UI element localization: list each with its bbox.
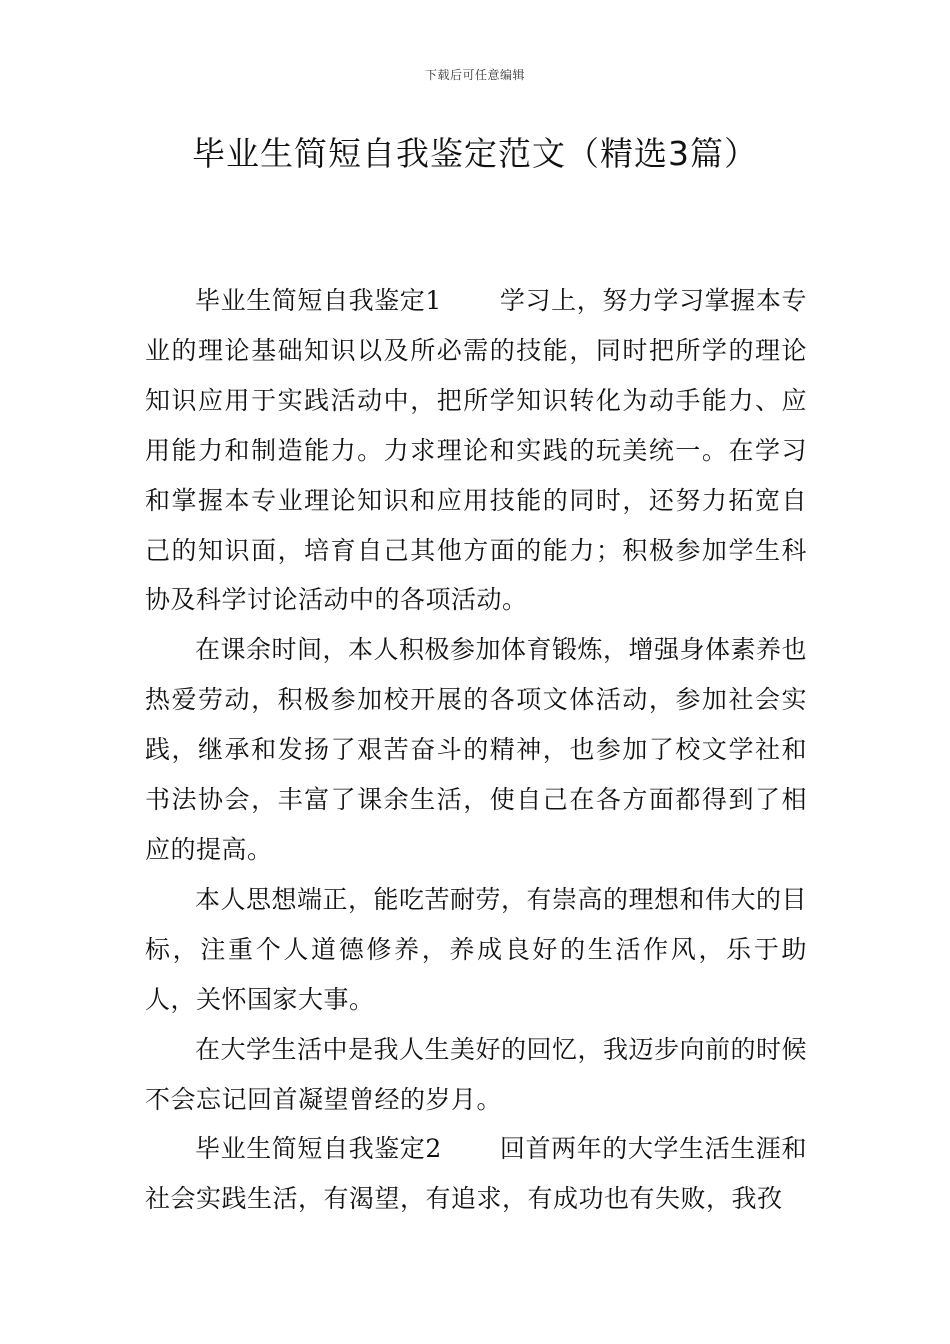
section-heading-1: 毕业生简短自我鉴定1	[195, 286, 442, 315]
paragraph-3: 本人思想端正，能吃苦耐劳，有崇高的理想和伟大的目标，注重个人道德修养，养成良好的生活作风，乐于助人，关怀国家大事。	[145, 884, 808, 1014]
paragraph-5-text: 回首两年的大学生活生涯和社会实践生活，有渴望，有追求，有成功也有失败，我孜	[145, 1134, 807, 1214]
paragraph-1-text: 学习上，努力学习掌握本专业的理论基础知识以及所必需的技能，同时把所学的理论知识应用于实践活动中，把所学知识转化为动手能力、应用能力和制造能力。力求理论和实践的玩美统一。在学习和掌握本专业理论知识和应用技能的同时，还努力拓宽自己的知识面，培育自己其他方面的能力；积极参加学生科协及科学讨论活动中的各项活动。	[145, 286, 807, 615]
document-title: 毕业生简短自我鉴定范文（精选3篇）	[192, 134, 758, 173]
section-heading-2: 毕业生简短自我鉴定2	[195, 1134, 442, 1164]
paragraph-5	[145, 1124, 807, 1224]
paragraph-4: 在大学生活中是我人生美好的回忆，我迈步向前的时候不会忘记回首凝望曾经的岁月。	[145, 1034, 808, 1114]
page-header-note: 下载后可任意编辑	[424, 68, 525, 82]
paragraph-1	[145, 276, 807, 625]
document-body	[145, 276, 807, 1224]
paragraph-2: 在课余时间，本人积极参加体育锻炼，增强身体素养也热爱劳动，积极参加校开展的各项文体活动，参加社会实践，继承和发扬了艰苦奋斗的精神，也参加了校文学社和书法协会，丰富了课余生活，使自己在各方面都得到了相应的提高。	[145, 635, 808, 864]
